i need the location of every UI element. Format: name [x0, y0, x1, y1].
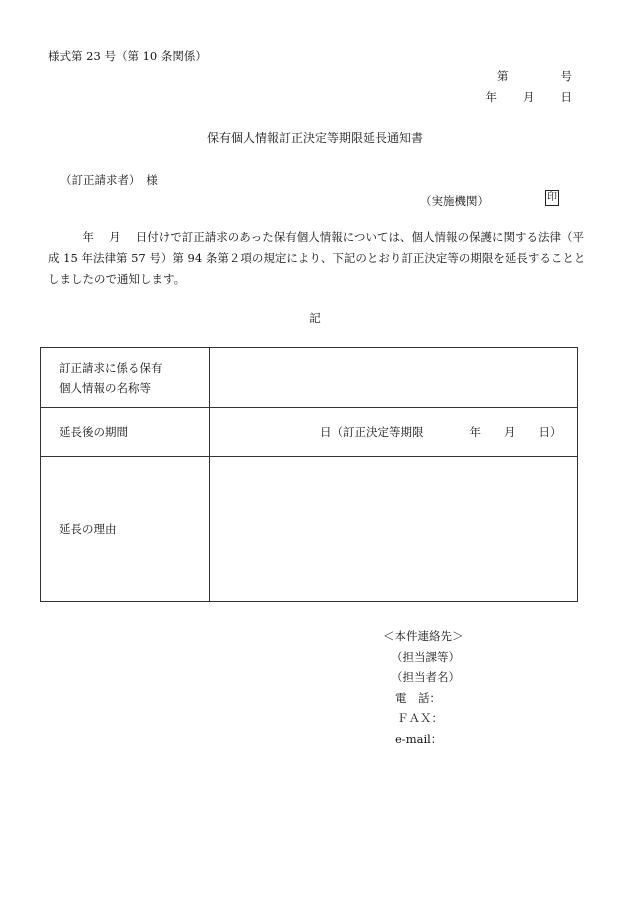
document-title: 保有個人情報訂正決定等期限延長通知書	[206, 131, 423, 145]
contact-dept: （担当課等）	[391, 649, 460, 664]
contact-fax: ＦＡＸ：	[397, 711, 443, 725]
month-label: 月	[523, 90, 535, 104]
body-paragraph: 年 月 日付けで訂正請求のあった保有個人情報については、個人情報の保護に関する法律（平成 15 年法律第 57 号）第 94 条第２項の規定により、下記のとおり訂正決定等の期限を延長することとしましたので通知します。	[48, 230, 586, 286]
agency-label: （実施機関）	[420, 194, 489, 208]
extension-reason-label: 延長の理由	[41, 457, 210, 602]
day-label: 日	[560, 90, 572, 104]
table-row	[41, 408, 578, 457]
table-row	[41, 457, 578, 602]
contact-block	[383, 626, 464, 749]
info-name-label-line2: 個人情報の名称等	[59, 380, 151, 395]
contact-email: e-mail：	[395, 731, 443, 746]
table-row	[41, 348, 578, 408]
contact-heading: ＜本件連絡先＞	[383, 629, 464, 643]
year-label: 年	[485, 90, 497, 104]
document-number-line	[497, 68, 572, 84]
addressee: （訂正請求者） 様	[60, 173, 158, 187]
extended-period-label: 延長後の期間	[41, 408, 210, 457]
info-name-label	[41, 348, 210, 408]
seal-stamp: 印	[545, 190, 559, 206]
details-table	[40, 347, 578, 602]
ki-marker: 記	[309, 311, 321, 325]
date-line	[486, 89, 573, 105]
extension-reason-value	[210, 457, 578, 602]
extended-period-value: 日（訂正決定等期限 年 月 日）	[210, 408, 578, 457]
info-name-label-line1: 訂正請求に係る保有	[59, 360, 163, 375]
dai-label: 第	[497, 69, 509, 83]
contact-person: （担当者名）	[391, 670, 460, 684]
info-name-value	[210, 348, 578, 408]
form-number: 様式第 23 号（第 10 条関係）	[48, 49, 207, 63]
contact-phone: 電 話：	[395, 690, 441, 705]
go-label: 号	[560, 69, 572, 83]
